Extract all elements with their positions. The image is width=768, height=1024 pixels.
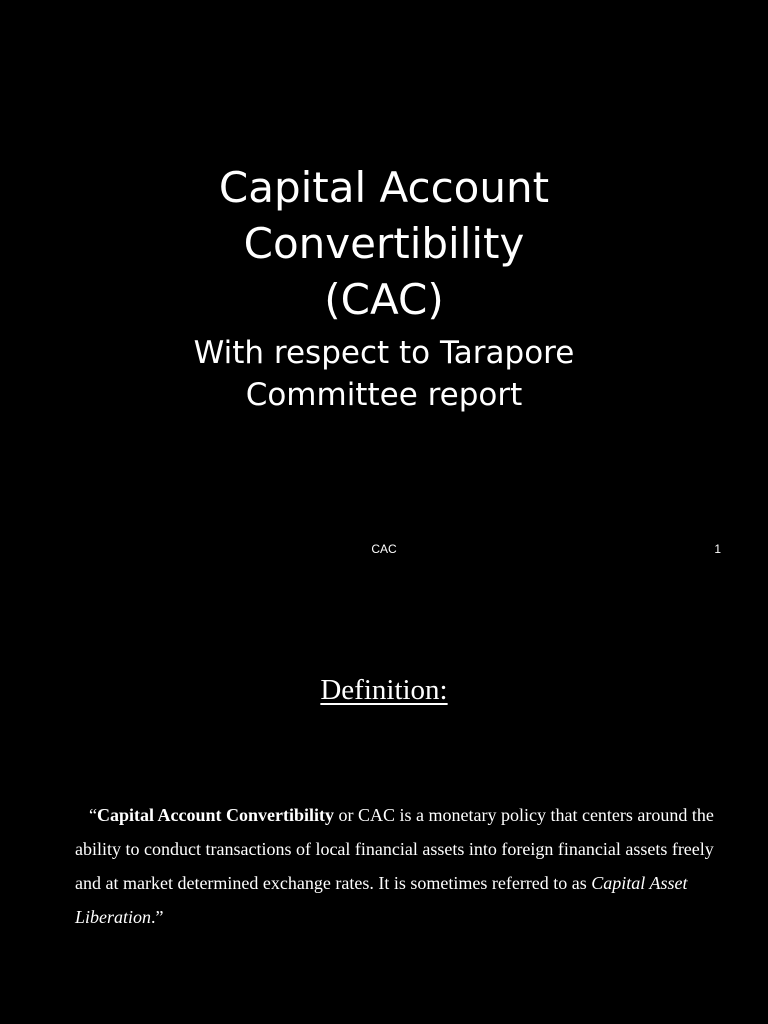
slide-2 [0, 576, 768, 1024]
subtitle-line-2: Committee report [245, 377, 523, 413]
open-quote: “ [89, 805, 97, 825]
italic-term: Capital Asset Liberation [75, 873, 688, 927]
slide-subtitle [0, 332, 768, 416]
definition-heading: Definition: [320, 674, 448, 706]
definition-paragraph [75, 798, 725, 934]
slide-number: 1 [714, 542, 721, 556]
title-line-3: (CAC) [324, 275, 444, 324]
bold-term: Capital Account Convertibility [97, 805, 334, 825]
slide-footer-text: CAC [371, 542, 397, 556]
title-line-1: Capital Account [218, 163, 550, 212]
paragraph-text: or CAC is a monetary policy that centers around the ability to conduct transactions of local financial assets into foreign financial assets freely and at market determined exchange rates. It is sometimes referred to as [75, 805, 714, 893]
slide-title [0, 160, 768, 328]
title-line-2: Convertibility [243, 219, 525, 268]
paragraph-indent [75, 805, 89, 825]
subtitle-line-1: With respect to Tarapore [193, 335, 575, 371]
closing-quote: .” [151, 907, 164, 927]
